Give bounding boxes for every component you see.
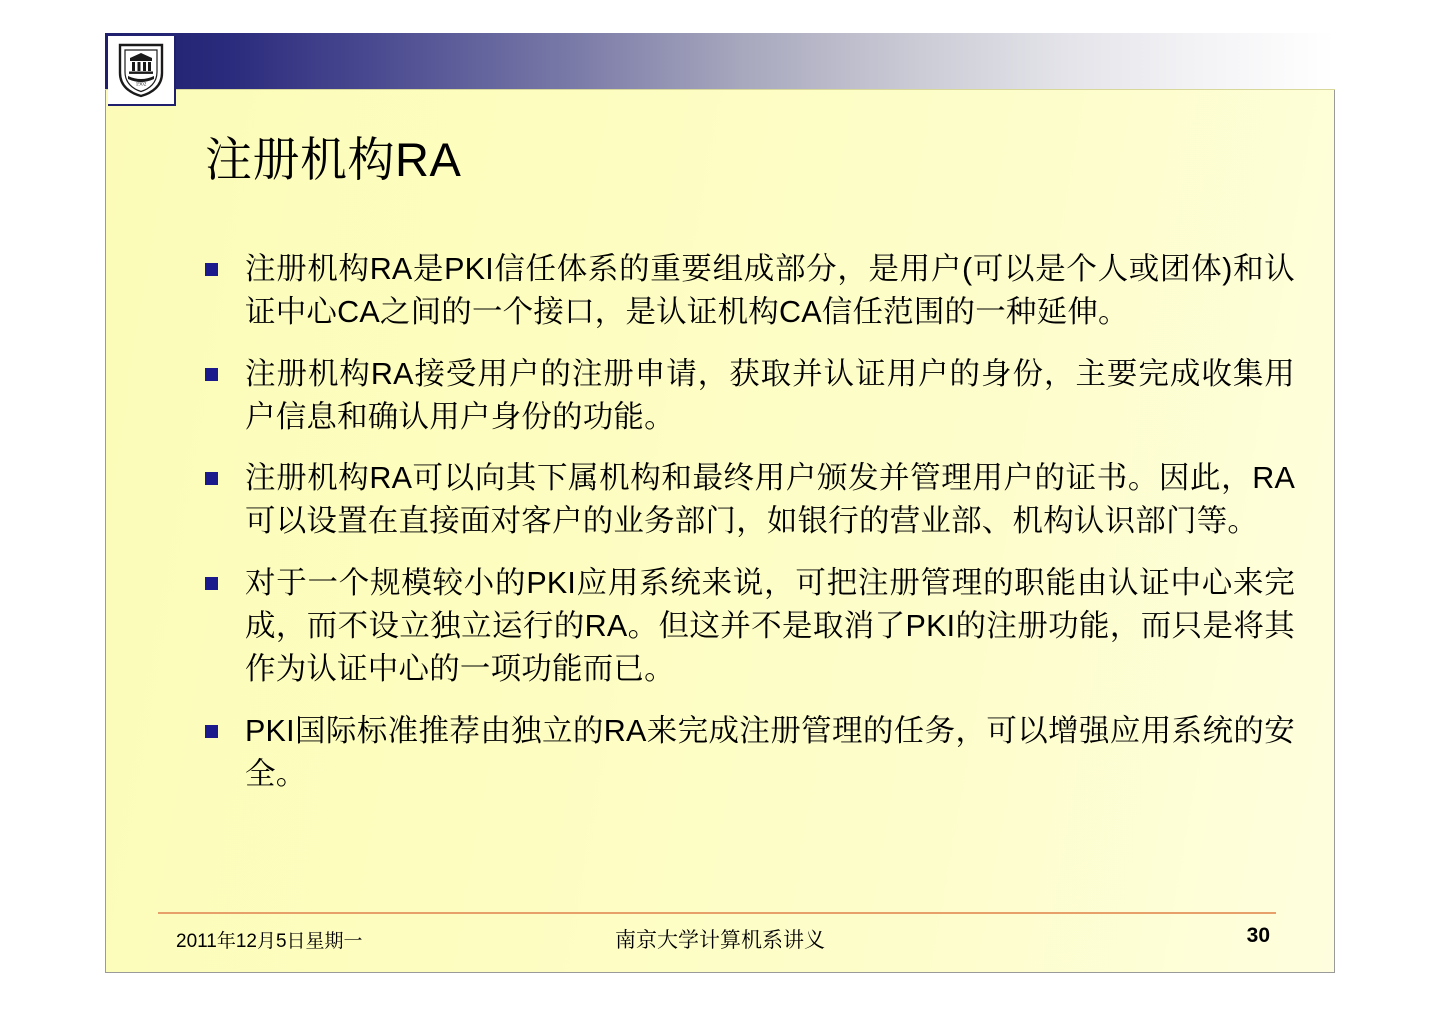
list-item [205,353,1295,440]
list-item [205,248,1295,335]
footer-date: 2011年12月5日星期一 [176,931,363,952]
list-item [205,562,1295,692]
page-title: 注册机构RA [205,133,462,186]
square-bullet-icon [205,263,218,276]
list-item-text: 注册机构RA是PKI信任体系的重要组成部分，是用户(可以是个人或团体)和认证中心CA之间的一个接口，是认证机构CA信任范围的一种延伸。 [245,252,1295,330]
footer-divider [158,912,1276,914]
list-item-text: 对于一个规模较小的PKI应用系统来说，可把注册管理的职能由认证中心来完成，而不设立独立运行的RA。但这并不是取消了PKI的注册功能，而只是将其作为认证中心的一项功能而已。 [245,565,1295,687]
square-bullet-icon [205,472,218,485]
list-item-text: PKI国际标准推荐由独立的RA来完成注册管理的任务，可以增强应用系统的安全。 [245,713,1295,791]
university-crest-icon [108,36,176,106]
svg-text:1902: 1902 [135,81,147,88]
square-bullet-icon [205,368,218,381]
banner-bottom-edge [105,89,1335,90]
list-item-text: 注册机构RA接受用户的注册申请，获取并认证用户的身份，主要完成收集用户信息和确认用户身份的功能。 [245,356,1295,434]
slide-header-banner [105,33,1335,89]
square-bullet-icon [205,725,218,738]
footer-center-text: 南京大学计算机系讲义 [615,929,825,952]
list-item [205,710,1295,797]
square-bullet-icon [205,577,218,590]
footer-page-number: 30 [1246,924,1270,947]
bullet-list [205,248,1295,814]
list-item [205,457,1295,544]
list-item-text: 注册机构RA可以向其下属机构和最终用户颁发并管理用户的证书。因此，RA可以设置在直接面对客户的业务部门，如银行的营业部、机构认识部门等。 [245,461,1295,539]
